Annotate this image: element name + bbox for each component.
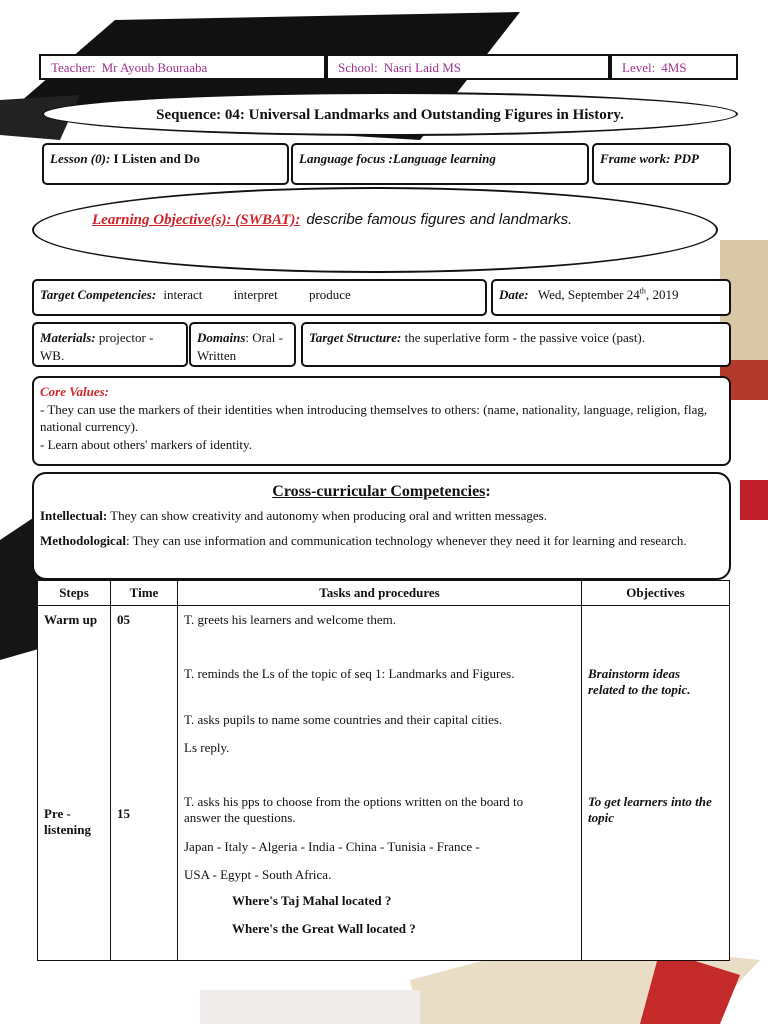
competency-item: interpret [233, 287, 278, 302]
cross-curricular-box [32, 472, 731, 580]
materials-box [32, 322, 188, 367]
competency-item: interact [163, 287, 203, 302]
objectives-cell [582, 606, 730, 961]
question-item: Where's Taj Mahal located ? [232, 893, 392, 908]
teacher-name: Mr Ayoub Bouraaba [101, 60, 208, 75]
objective-item: To get learners into the topic [588, 794, 712, 825]
date-value: Wed, September 24 [537, 287, 640, 302]
objective-text: describe famous figures and landmarks. [306, 211, 573, 228]
learning-objective [32, 187, 718, 273]
step-warm-up: Warm up [44, 612, 98, 627]
date-year: , 2019 [645, 287, 679, 302]
domains-label: Domains [197, 330, 246, 345]
framework-label: Frame work: PDP [600, 151, 699, 166]
level-label: Level: [622, 60, 656, 75]
lesson-box [42, 143, 289, 185]
header-tasks: Tasks and procedures [178, 581, 582, 606]
framework-box [592, 143, 731, 185]
steps-cell [38, 606, 111, 961]
target-competencies-label: Target Competencies: [40, 287, 157, 302]
task-item: Ls reply. [184, 740, 230, 755]
task-item: T. asks his pps to choose from the options written on the board to answer the questions. [184, 794, 524, 825]
task-item: USA - Egypt - South Africa. [184, 867, 332, 882]
language-focus-label: Language focus :Language learning [299, 151, 496, 166]
target-structure-value: the superlative form - the passive voice (past). [401, 330, 646, 345]
core-values-box [32, 376, 731, 466]
methodological-competency: Methodological: They can use information and communication technology whenever they need it for learning and research. [40, 533, 687, 549]
level-value: 4MS [661, 60, 687, 75]
time-pre-listening: 15 [117, 806, 130, 821]
date-box [491, 279, 731, 316]
lesson-plan-table [37, 580, 730, 961]
time-warm-up: 05 [117, 612, 130, 627]
materials-value: projector - WB. [40, 330, 154, 363]
header-time: Time [111, 581, 178, 606]
intellectual-competency: Intellectual: They can show creativity and autonomy when producing oral and written messages. [40, 507, 547, 523]
teacher-cell [39, 54, 326, 80]
materials-label: Materials: [40, 330, 96, 345]
school-label: School: [338, 60, 378, 75]
task-item: Japan - Italy - Algeria - India - China - Tunisia - France - [184, 839, 480, 854]
objective-item: Brainstorm ideas related to the topic. [588, 666, 691, 697]
target-competencies-box [32, 279, 487, 316]
core-values-title: Core Values: [40, 384, 109, 399]
question-item: Where's the Great Wall located ? [232, 921, 416, 936]
competency-item: produce [308, 287, 351, 302]
task-item: T. asks pupils to name some countries and their capital cities. [184, 712, 503, 727]
header-objectives: Objectives [582, 581, 730, 606]
domains-box [189, 322, 296, 367]
core-values-line: - They can use the markers of their identities when introducing themselves to others: (name, nationality, language, religion, flag, national currency). [40, 401, 708, 435]
level-cell [610, 54, 738, 80]
domains-value: : Oral -Written [197, 330, 283, 363]
header-steps: Steps [38, 581, 111, 606]
language-focus-box [291, 143, 589, 185]
teacher-label: Teacher: [51, 60, 96, 75]
time-cell [111, 606, 178, 961]
table-header-row [38, 581, 730, 606]
objective-label: Learning Objective(s): (SWBAT): [92, 212, 301, 228]
tasks-cell [178, 606, 582, 961]
table-row [38, 606, 730, 961]
target-structure-label: Target Structure: [309, 330, 402, 345]
cross-curricular-title: Cross-curricular Competencies: [272, 483, 491, 500]
task-item: T. greets his learners and welcome them. [184, 612, 397, 627]
target-structure-box [301, 322, 731, 367]
core-values-line: - Learn about others' markers of identity. [40, 436, 252, 452]
lesson-label: Lesson (0): [50, 151, 111, 166]
school-name: Nasri Laid MS [383, 60, 462, 75]
sequence-title: Sequence: 04: Universal Landmarks and Outstanding Figures in History. [42, 92, 738, 136]
school-cell [326, 54, 610, 80]
date-suffix: th [639, 286, 646, 296]
task-item: T. reminds the Ls of the topic of seq 1: Landmarks and Figures. [184, 666, 515, 681]
date-label: Date: [499, 287, 529, 302]
step-pre-listening: Pre - listening [44, 806, 91, 837]
lesson-value: I Listen and Do [110, 151, 200, 166]
